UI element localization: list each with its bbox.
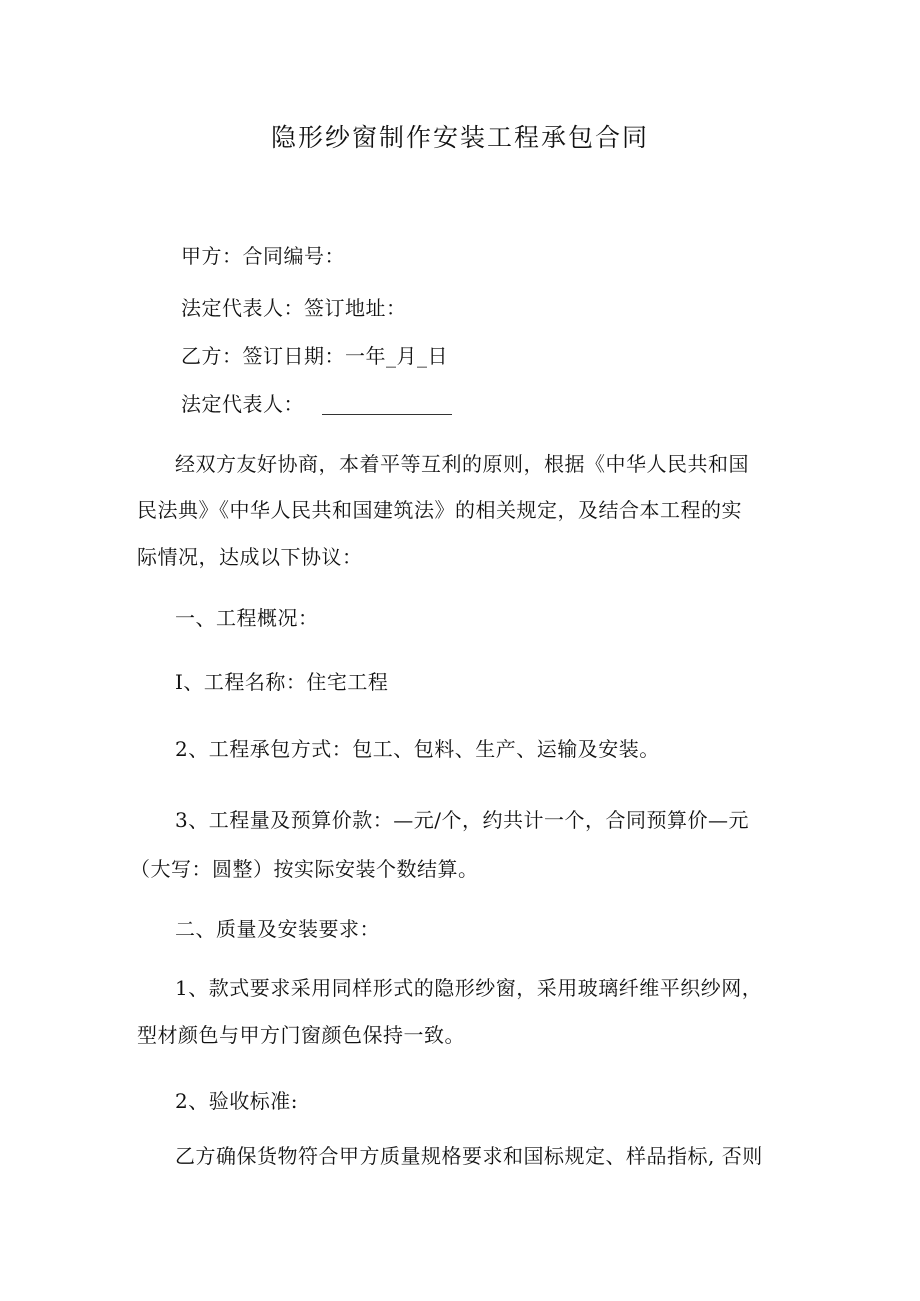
- signature-blank: [322, 394, 452, 415]
- legal-rep-a-line: 法定代表人：签订地址：: [181, 296, 407, 320]
- section-1-heading: 一、工程概况：: [175, 606, 319, 630]
- section-2-item-1-line-2: 型材颜色与甲方门窗颜色保持一致。: [137, 1023, 465, 1047]
- section-2-heading: 二、质量及安装要求：: [175, 917, 380, 941]
- section-2-item-2-text: 乙方确保货物符合甲方质量规格要求和国标规定、样品指标, 否则: [175, 1144, 763, 1168]
- party-a-line: 甲方：合同编号：: [181, 244, 345, 268]
- party-b-line: 乙方：签订日期：一年_月_日: [181, 344, 448, 368]
- section-2-item-1-line-1: 1、款式要求采用同样形式的隐形纱窗，采用玻璃纤维平织纱网，: [175, 976, 763, 1000]
- legal-rep-b-label: 法定代表人：: [181, 392, 304, 416]
- contract-title: 隐形纱窗制作安装工程承包合同: [270, 123, 649, 152]
- intro-line-3: 际情况，达成以下协议：: [137, 545, 363, 569]
- section-1-item-3-line-2: （大写：圆整）按实际安装个数结算。: [130, 857, 479, 881]
- legal-rep-b-line: [181, 388, 452, 417]
- section-1-item-2: 2、工程承包方式：包工、包料、生产、运输及安装。: [175, 737, 660, 761]
- section-1-item-3-line-1: 3、工程量及预算价款：—元/个，约共计一个，合同预算价—元: [175, 808, 749, 832]
- intro-line-1: 经双方友好协商，本着平等互利的原则，根据《中华人民共和国: [175, 452, 749, 476]
- intro-line-2: 民法典》《中华人民共和国建筑法》的相关规定，及结合本工程的实: [137, 498, 742, 522]
- section-1-item-1: I、工程名称：住宅工程: [175, 670, 389, 694]
- section-2-item-2-heading: 2、验收标准:: [175, 1089, 298, 1113]
